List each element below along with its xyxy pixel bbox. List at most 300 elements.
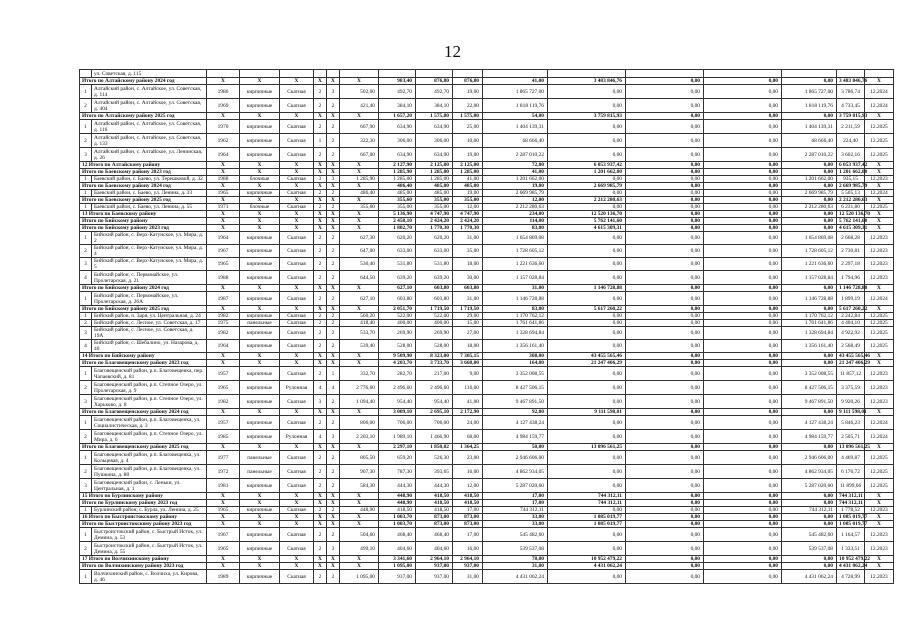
cell: 0,00: [626, 211, 704, 218]
cell: 1 285,90: [379, 169, 416, 176]
cell: 0,00: [704, 176, 782, 183]
cell: 15,00: [453, 320, 483, 327]
cell: 18,00: [453, 340, 483, 353]
cell: 68 666,40: [782, 134, 837, 148]
cell: 0,00: [548, 245, 626, 258]
cell: X: [865, 514, 894, 521]
cell: X: [314, 162, 327, 169]
cell: X: [280, 306, 314, 313]
table-row: [80, 367, 894, 381]
cell: блочные: [240, 204, 280, 211]
cell: 3: [80, 327, 92, 340]
cell: Скатная: [280, 99, 314, 113]
cell: Скатная: [280, 479, 314, 493]
cell: 12.2023: [865, 395, 894, 409]
cell: 3: [80, 395, 92, 409]
cell: X: [327, 162, 340, 169]
cell: X: [865, 563, 894, 570]
cell: X: [340, 211, 379, 218]
subtotal-label: Итого по Бурлинскому району 2023 год: [80, 500, 207, 507]
cell: 1 364,25: [453, 444, 483, 451]
cell: X: [865, 78, 894, 85]
cell: X: [207, 183, 240, 190]
cell: 2: [314, 258, 327, 271]
cell: кирпичные: [240, 134, 280, 148]
cell: 4 615 309,31: [548, 225, 626, 232]
cell: 627,10: [340, 292, 379, 306]
cell: 2 051,70: [379, 306, 416, 313]
cell: 2: [327, 292, 340, 306]
cell: 2: [327, 340, 340, 353]
cell: 2: [80, 99, 92, 113]
subtotal-row: [80, 225, 894, 232]
cell: X: [314, 197, 327, 204]
cell: X: [340, 500, 379, 507]
cell: X: [314, 500, 327, 507]
cell: X: [240, 563, 280, 570]
cell: X: [340, 353, 379, 360]
cell: 492,70: [416, 85, 453, 99]
cell: Скатная: [280, 245, 314, 258]
cell: 164,00: [483, 360, 548, 367]
cell: [483, 70, 548, 78]
cell: 1 989,10: [379, 430, 416, 444]
cell: 1962: [207, 134, 240, 148]
cell: 12.2025: [865, 451, 894, 465]
cell: 0,00: [782, 521, 837, 528]
table-row: [80, 313, 894, 320]
cell: 2: [314, 292, 327, 306]
cell: 0,00: [626, 409, 704, 416]
table-row: [80, 465, 894, 479]
cell: 2 424,20: [416, 218, 453, 225]
cell: X: [340, 409, 379, 416]
cell: 0,00: [548, 340, 626, 353]
cell: 12.2024: [865, 190, 894, 197]
cell: кирпичные: [240, 271, 280, 285]
cell: 0,00: [626, 190, 704, 197]
subtotal-row: [80, 211, 894, 218]
cell: 1 085 019,77: [548, 521, 626, 528]
cell: X: [327, 500, 340, 507]
cell: 603,80: [416, 285, 453, 292]
cell: 2: [327, 232, 340, 245]
cell: Скатная: [280, 451, 314, 465]
cell: X: [207, 169, 240, 176]
cell: 1 285,00: [453, 169, 483, 176]
cell: X: [280, 556, 314, 563]
cell: X: [240, 360, 280, 367]
cell: 1 466,90: [416, 430, 453, 444]
address-cell: Благовещенский район, р.п. Благовещенка, ул. Пушкина, д. 88: [92, 465, 207, 479]
cell: 0,00: [704, 493, 782, 500]
cell: 2: [314, 271, 327, 285]
cell: X: [240, 225, 280, 232]
cell: 0,00: [704, 500, 782, 507]
cell: 2: [314, 479, 327, 493]
cell: 1: [80, 451, 92, 465]
cell: 8 427 506,15: [483, 381, 548, 395]
cell: 13 096 561,25: [837, 444, 865, 451]
cell: 1 728 605,12: [782, 245, 837, 258]
cell: 19,00: [483, 183, 548, 190]
cell: 224,40: [837, 134, 865, 148]
cell: 1 575,80: [416, 113, 453, 120]
cell: 667,90: [340, 120, 379, 134]
cell: 12.2025: [865, 340, 894, 353]
cell: 33,00: [483, 514, 548, 521]
cell: [314, 70, 327, 78]
cell: 4 747,90: [453, 211, 483, 218]
cell: 0,00: [626, 353, 704, 360]
cell: 0,00: [626, 395, 704, 409]
cell: 2: [327, 479, 340, 493]
cell: 0,00: [704, 451, 782, 465]
cell: 0,00: [626, 183, 704, 190]
table-row: [80, 327, 894, 340]
cell: X: [240, 514, 280, 521]
cell: 12.2023: [865, 232, 894, 245]
cell: 0,00: [548, 176, 626, 183]
cell: кирпичные: [240, 479, 280, 493]
cell: 0,00: [704, 360, 782, 367]
cell: X: [207, 225, 240, 232]
cell: X: [340, 78, 379, 85]
cell: 0,00: [704, 148, 782, 162]
cell: 2: [314, 313, 327, 320]
cell: 0,00: [626, 444, 704, 451]
cell: 12 520 136,70: [837, 211, 865, 218]
cell: X: [280, 353, 314, 360]
cell: Скатная: [280, 367, 314, 381]
cell: X: [865, 409, 894, 416]
table-row: [80, 528, 894, 542]
cell: 83,00: [483, 225, 548, 232]
cell: 787,30: [379, 465, 416, 479]
cell: 0,00: [548, 542, 626, 556]
cell: X: [327, 563, 340, 570]
cell: 1 818 119,76: [782, 99, 837, 113]
cell: 1 170 762,12: [782, 313, 837, 320]
cell: панельные: [240, 451, 280, 465]
cell: X: [280, 360, 314, 367]
cell: 3 483 846,76: [548, 78, 626, 85]
cell: X: [865, 500, 894, 507]
cell: X: [207, 113, 240, 120]
cell: [379, 70, 416, 78]
cell: 0,00: [548, 271, 626, 285]
cell: X: [340, 285, 379, 292]
cell: 1 003,70: [379, 514, 416, 521]
cell: 68,00: [453, 430, 483, 444]
cell: [240, 70, 280, 78]
cell: 0,00: [704, 292, 782, 306]
cell: X: [340, 183, 379, 190]
cell: 1 201 662,00: [782, 176, 837, 183]
cell: 355,00: [416, 204, 453, 211]
cell: 31,00: [483, 563, 548, 570]
cell: 4 404,10: [837, 320, 865, 327]
cell: 907,30: [340, 465, 379, 479]
cell: 0,00: [548, 99, 626, 113]
cell: 1: [80, 313, 92, 320]
cell: 0,00: [704, 245, 782, 258]
cell: 2: [314, 204, 327, 211]
cell: 1 356 161,40: [483, 340, 548, 353]
cell: Скатная: [280, 271, 314, 285]
address-cell: Бийский район, с. Первомайское, ул. Пролетарская, д. 26А: [92, 292, 207, 306]
cell: 0,00: [704, 444, 782, 451]
cell: X: [327, 353, 340, 360]
cell: X: [314, 169, 327, 176]
cell: Скатная: [280, 190, 314, 197]
cell: 1 802,70: [379, 225, 416, 232]
cell: 1971: [207, 204, 240, 211]
cell: X: [280, 409, 314, 416]
cell: X: [327, 211, 340, 218]
cell: 6 053 937,42: [837, 162, 865, 169]
cell: 5 287 020,60: [782, 479, 837, 493]
cell: 234,00: [483, 211, 548, 218]
cell: 620,20: [416, 232, 453, 245]
cell: 2: [80, 320, 92, 327]
cell: 41,00: [483, 78, 548, 85]
cell: 3 602,16: [837, 148, 865, 162]
cell: Скатная: [280, 176, 314, 183]
cell: [327, 70, 340, 78]
cell: 4 747,90: [416, 211, 453, 218]
cell: 12.2023: [865, 507, 894, 514]
cell: 19,00: [453, 190, 483, 197]
cell: 2 946 606,00: [483, 451, 548, 465]
cell: X: [340, 162, 379, 169]
cell: 0,00: [704, 327, 782, 340]
cell: 0,00: [782, 353, 837, 360]
cell: 3 759 815,93: [548, 113, 626, 120]
address-cell: Бийский район, с. Первомайское, ул. Пролетарская, д. 21: [92, 271, 207, 285]
address-cell: Бийский район, с. Верх-Катунское, ул. Мира, д. 4: [92, 245, 207, 258]
cell: 41,00: [453, 395, 483, 409]
cell: X: [865, 306, 894, 313]
cell: 0,00: [626, 169, 704, 176]
cell: 4 431 062,24: [548, 563, 626, 570]
cell: кирпичные: [240, 292, 280, 306]
cell: 1 899,19: [837, 292, 865, 306]
cell: 0,00: [548, 320, 626, 327]
table-row: [80, 416, 894, 430]
cell: 1 095,00: [379, 563, 416, 570]
cell: X: [340, 113, 379, 120]
cell: X: [240, 353, 280, 360]
cell: X: [207, 409, 240, 416]
cell: 3: [327, 542, 340, 556]
cell: 806,00: [340, 416, 379, 430]
cell: 12.2025: [865, 148, 894, 162]
cell: 355,60: [340, 204, 379, 211]
cell: 31,00: [453, 570, 483, 584]
cell: X: [865, 169, 894, 176]
cell: 0,00: [704, 570, 782, 584]
cell: 983,40: [379, 78, 416, 85]
cell: 937,00: [379, 570, 416, 584]
cell: 1 654 869,08: [782, 232, 837, 245]
cell: X: [280, 225, 314, 232]
cell: 41,00: [483, 169, 548, 176]
cell: 5 287 020,60: [483, 479, 548, 493]
cell: 2 212 280,63: [548, 197, 626, 204]
cell: 3 352 008,55: [782, 367, 837, 381]
cell: 539 537,08: [483, 542, 548, 556]
cell: Рулонная: [280, 430, 314, 444]
cell: 54,00: [483, 113, 548, 120]
cell: Рулонная: [280, 381, 314, 395]
cell: 1: [80, 204, 92, 211]
cell: 0,00: [626, 197, 704, 204]
cell: 584,30: [340, 479, 379, 493]
cell: X: [327, 521, 340, 528]
cell: X: [314, 556, 327, 563]
cell: X: [314, 285, 327, 292]
cell: 1 201 662,00: [548, 169, 626, 176]
cell: 1: [80, 232, 92, 245]
cell: 2: [314, 232, 327, 245]
cell: 937,00: [453, 563, 483, 570]
cell: 0,00: [548, 381, 626, 395]
cell: 8 323,00: [416, 353, 453, 360]
cell: X: [207, 493, 240, 500]
cell: 744 312,11: [837, 500, 865, 507]
cell: 5 846,23: [837, 416, 865, 430]
cell: 0,00: [782, 563, 837, 570]
cell: [865, 70, 894, 78]
cell: 0,00: [626, 271, 704, 285]
cell: 0,00: [548, 134, 626, 148]
cell: 0,00: [548, 190, 626, 197]
cell: 0,00: [782, 556, 837, 563]
cell: 1: [80, 120, 92, 134]
cell: 4 469,87: [837, 451, 865, 465]
cell: 1 170 762,12: [483, 313, 548, 320]
cell: 744 312,11: [548, 500, 626, 507]
cell: 2 203,10: [340, 430, 379, 444]
cell: 627,10: [379, 285, 416, 292]
cell: 5 505,13: [837, 190, 865, 197]
cell: 4: [327, 381, 340, 395]
table-row: [80, 507, 894, 514]
cell: 1: [80, 292, 92, 306]
address-cell: Алтайский район, с. Алтайское, ул. Советская, д. 133: [92, 134, 207, 148]
cell: 2: [314, 320, 327, 327]
cell: 530,40: [340, 258, 379, 271]
cell: X: [280, 444, 314, 451]
subtotal-label: Итого по Быстроистокскому району 2023 год: [80, 521, 207, 528]
cell: 486,40: [340, 190, 379, 197]
cell: 0,00: [704, 320, 782, 327]
cell: 9 509,90: [379, 353, 416, 360]
cell: 1964: [207, 232, 240, 245]
subtotal-label: 12 Итого по Алтайскому району: [80, 162, 207, 169]
cell: 2: [314, 120, 327, 134]
table-row: [80, 120, 894, 134]
subtotal-label: 14 Итого по Бийскому району: [80, 353, 207, 360]
cell: 706,00: [379, 416, 416, 430]
cell: 12.2024: [865, 85, 894, 99]
cell: 1967: [207, 528, 240, 542]
cell: 9 111 598,01: [548, 409, 626, 416]
cell: X: [207, 78, 240, 85]
cell: 2: [314, 507, 327, 514]
cell: Скатная: [280, 313, 314, 320]
cell: кирпичные: [240, 232, 280, 245]
cell: 1 761 641,86: [483, 320, 548, 327]
cell: 0,00: [626, 162, 704, 169]
cell: 0,00: [704, 556, 782, 563]
cell: 0,00: [548, 258, 626, 271]
cell: 873,00: [416, 521, 453, 528]
cell: 35,00: [453, 245, 483, 258]
cell: 0,00: [782, 514, 837, 521]
cell: 0,00: [626, 493, 704, 500]
cell: 50,00: [483, 444, 548, 451]
cell: 0,00: [782, 211, 837, 218]
cell: X: [207, 197, 240, 204]
cell: X: [314, 563, 327, 570]
cell: X: [327, 409, 340, 416]
cell: X: [865, 556, 894, 563]
cell: 4 127 438,24: [782, 416, 837, 430]
cell: X: [314, 211, 327, 218]
cell: 0,00: [548, 204, 626, 211]
cell: X: [865, 521, 894, 528]
cell: 3 352 008,55: [483, 367, 548, 381]
cell: 954,40: [416, 395, 453, 409]
cell: X: [280, 500, 314, 507]
cell: 667,00: [340, 148, 379, 162]
cell: 1957: [207, 367, 240, 381]
cell: 355,00: [379, 204, 416, 211]
cell: 0,00: [704, 169, 782, 176]
cell: 1: [80, 416, 92, 430]
cell: 0,00: [548, 85, 626, 99]
cell: 873,00: [453, 521, 483, 528]
cell: 12,00: [453, 204, 483, 211]
cell: 448,90: [340, 507, 379, 514]
cell: X: [327, 197, 340, 204]
cell: 0,00: [626, 99, 704, 113]
cell: Скатная: [280, 120, 314, 134]
table-row: [80, 70, 894, 78]
cell: 322,30: [340, 134, 379, 148]
cell: 1 157 028,84: [483, 271, 548, 285]
cell: 0,00: [548, 148, 626, 162]
subtotal-row: [80, 78, 894, 85]
cell: 7 305,15: [453, 353, 483, 360]
cell: [837, 70, 865, 78]
cell: 0,00: [782, 409, 837, 416]
cell: 2: [80, 245, 92, 258]
cell: 2 211,59: [837, 120, 865, 134]
cell: 12.2023: [865, 570, 894, 584]
cell: 9 111 598,01: [837, 409, 865, 416]
cell: 1982: [207, 313, 240, 320]
address-cell: Бийский район, с. Лесное, ул. Советская, д. 19А: [92, 327, 207, 340]
subtotal-row: [80, 183, 894, 190]
cell: 3 009,10: [379, 409, 416, 416]
cell: X: [865, 444, 894, 451]
cell: X: [280, 521, 314, 528]
cell: 404,60: [379, 542, 416, 556]
cell: 43 455 565,46: [548, 353, 626, 360]
